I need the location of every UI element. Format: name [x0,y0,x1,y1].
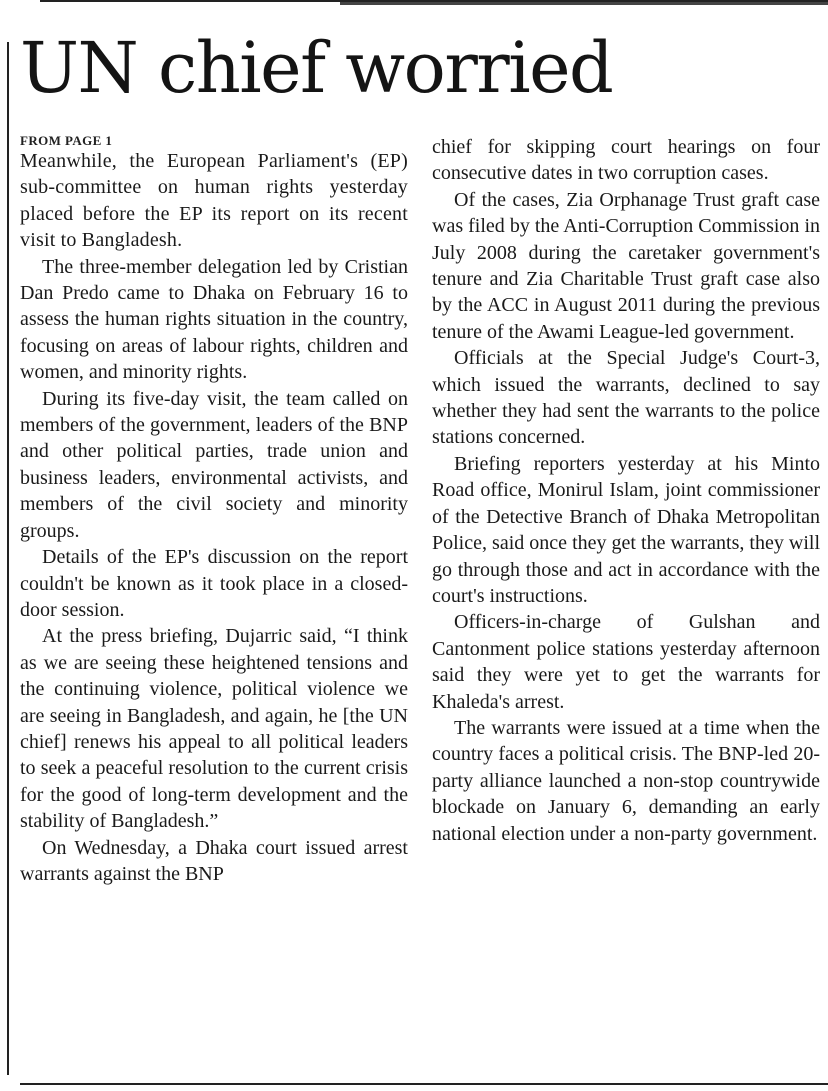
bottom-rule [20,1083,828,1085]
paragraph: Officers-in-charge of Gulshan and Cantonment police stations yesterday afternoon said they were yet to get the warrants for Khaleda's arrest. [432,611,820,713]
left-column-rule [7,42,9,1075]
paragraph: The warrants were issued at a time when the country faces a political crisis. The BNP-led 20-party alliance launched a non-stop countrywide blockade on January 6, demanding an early national election under a non-party government. [432,716,820,845]
left-column [20,134,408,1068]
paragraph: Officials at the Special Judge's Court-3, which issued the warrants, declined to say whether they had sent the warrants to the police stations concerned. [432,347,820,449]
article-body [20,134,820,1068]
paragraph: During its five-day visit, the team called on members of the government, leaders of the BNP and other political parties, trade union and business leaders, environmental activists, and members of the civil society and minority groups. [20,387,408,542]
paragraph: Meanwhile, the European Parliament's (EP) sub-committee on human rights yesterday placed before the EP its report on its recent visit to Bangladesh. [20,150,408,252]
paragraph: At the press briefing, Dujarric said, “I think as we are seeing these heightened tensions and the continuing violence, political violence we are seeing in Bangladesh, and again, he [the UN chief] renews his appeal to all political leaders to seek a peaceful resolution to the current crisis for the good of long-term development and the stability of Bangladesh.” [20,625,408,833]
top-rule [40,0,828,6]
paragraph: Of the cases, Zia Orphanage Trust graft case was filed by the Anti-Corruption Commission in July 2008 during the caretaker government's tenure and Zia Charitable Trust graft case also by the ACC in August 2011 during the previous tenure of the Awami League-led government. [432,188,820,343]
paragraph: Briefing reporters yesterday at his Minto Road office, Monirul Islam, joint commissioner of the Detective Branch of Dhaka Metropolitan Police, said once they get the warrants, they will go through those and act in accordance with the court's instructions. [432,452,820,607]
from-page-label: FROM PAGE 1 [20,134,113,148]
paragraph: The three-member delegation led by Cristian Dan Predo came to Dhaka on February 16 to assess the human rights situation in the country, focusing on areas of labour rights, children and women, and minority rights. [20,255,408,384]
right-column [432,134,820,1068]
paragraph: On Wednesday, a Dhaka court issued arrest warrants against the BNP [20,836,408,885]
paragraph: Details of the EP's discussion on the report couldn't be known as it took place in a closed-door session. [20,546,408,621]
paragraph: chief for skipping court hearings on four consecutive dates in two corruption cases. [432,136,820,185]
headline: UN chief worried [20,27,613,109]
